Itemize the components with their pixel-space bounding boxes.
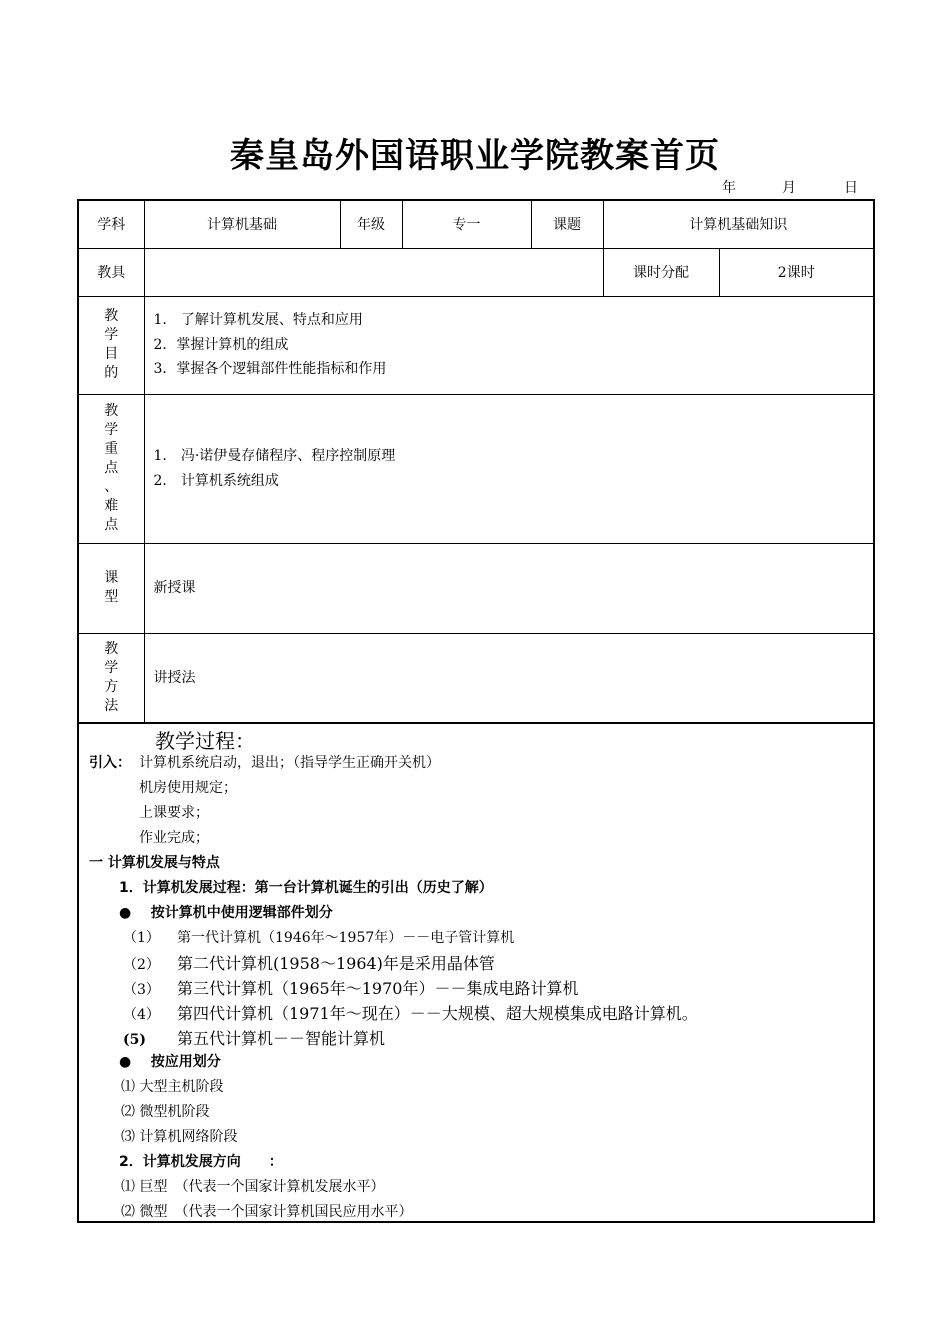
process-heading: 教学过程：	[155, 729, 255, 753]
intro-line: 上课要求；	[139, 805, 209, 821]
bullet-item: ● 按应用划分	[119, 1054, 221, 1070]
generation-item: （4） 第四代计算机（1971年～现在）－－大规模、超大规模集成电路计算机。	[123, 1004, 698, 1023]
generation-item: （3） 第三代计算机（1965年～1970年）－－集成电路计算机	[123, 979, 579, 998]
topic-value: 计算机基础知识	[603, 200, 874, 248]
header-row	[78, 200, 874, 248]
key-point-item: 2. 计算机系统组成	[153, 472, 279, 489]
topic-label: 课题	[531, 200, 603, 248]
teaching-process	[77, 723, 875, 1223]
subject-value: 计算机基础	[144, 200, 340, 248]
hours-label: 课时分配	[603, 248, 719, 296]
direction-item: ⑴ 巨型 （代表一个国家计算机发展水平）	[121, 1179, 385, 1195]
application-item: ⑴ 大型主机阶段	[121, 1079, 224, 1095]
goal-item: 1. 了解计算机发展、特点和应用	[153, 312, 363, 329]
bullet-item: ● 按计算机中使用逻辑部件划分	[119, 905, 333, 921]
date-month: 月	[782, 180, 796, 196]
intro-line: 机房使用规定；	[139, 780, 237, 796]
bullet-icon: ●	[119, 1054, 132, 1070]
method-value: 讲授法	[144, 633, 874, 723]
goal-item: 3．掌握各个逻辑部件性能指标和作用	[153, 361, 387, 378]
tools-row	[78, 248, 874, 296]
key-points-content	[144, 394, 874, 543]
direction-item: ⑵ 微型 （代表一个国家计算机国民应用水平）	[121, 1204, 413, 1220]
grade-value: 专一	[402, 200, 531, 248]
bullet-icon: ●	[119, 905, 132, 921]
method-row	[78, 633, 874, 723]
goals-row	[78, 296, 874, 394]
generation-item: （2） 第二代计算机(1958～1964)年是采用晶体管	[123, 954, 495, 973]
tools-value	[144, 248, 603, 296]
intro-line: 计算机系统启动，退出；（指导学生正确开关机）	[139, 755, 440, 771]
goals-content	[144, 296, 874, 394]
lesson-type-row	[78, 543, 874, 633]
goal-item: 2．掌握计算机的组成	[153, 336, 289, 353]
hours-value: 2课时	[719, 248, 874, 296]
tools-label: 教具	[78, 248, 144, 296]
date-day: 日	[844, 180, 858, 196]
method-label: 教 学 方 法	[78, 633, 144, 723]
key-point-item: 1. 冯·诺伊曼存储程序、程序控制原理	[153, 448, 396, 464]
key-points-label: 教 学 重 点 、 难 点	[78, 394, 144, 543]
generation-item: (5) 第五代计算机－－智能计算机	[123, 1029, 386, 1048]
lesson-type-value: 新授课	[144, 543, 874, 633]
intro-line: 作业完成；	[139, 830, 209, 846]
generation-item: （1） 第一代计算机（1946年～1957年）－－电子管计算机	[123, 930, 515, 946]
intro-label: 引入：	[89, 755, 131, 771]
lesson-type-label: 课 型	[78, 543, 144, 633]
subject-label: 学科	[78, 200, 144, 248]
subsection-heading: 1．计算机发展过程：第一台计算机诞生的引出（历史了解）	[119, 880, 493, 896]
page-title: 秦皇岛外国语职业学院教案首页	[230, 136, 720, 176]
subsection-heading: 2．计算机发展方向 ：	[119, 1154, 283, 1170]
grade-label: 年级	[340, 200, 402, 248]
key-points-row	[78, 394, 874, 543]
application-item: ⑵ 微型机阶段	[121, 1104, 210, 1120]
goals-label: 教 学 目 的	[78, 296, 144, 394]
date-year: 年	[722, 180, 736, 196]
application-item: ⑶ 计算机网络阶段	[121, 1129, 238, 1145]
lesson-plan-table	[77, 199, 875, 724]
section-heading: 一 计算机发展与特点	[89, 855, 220, 871]
